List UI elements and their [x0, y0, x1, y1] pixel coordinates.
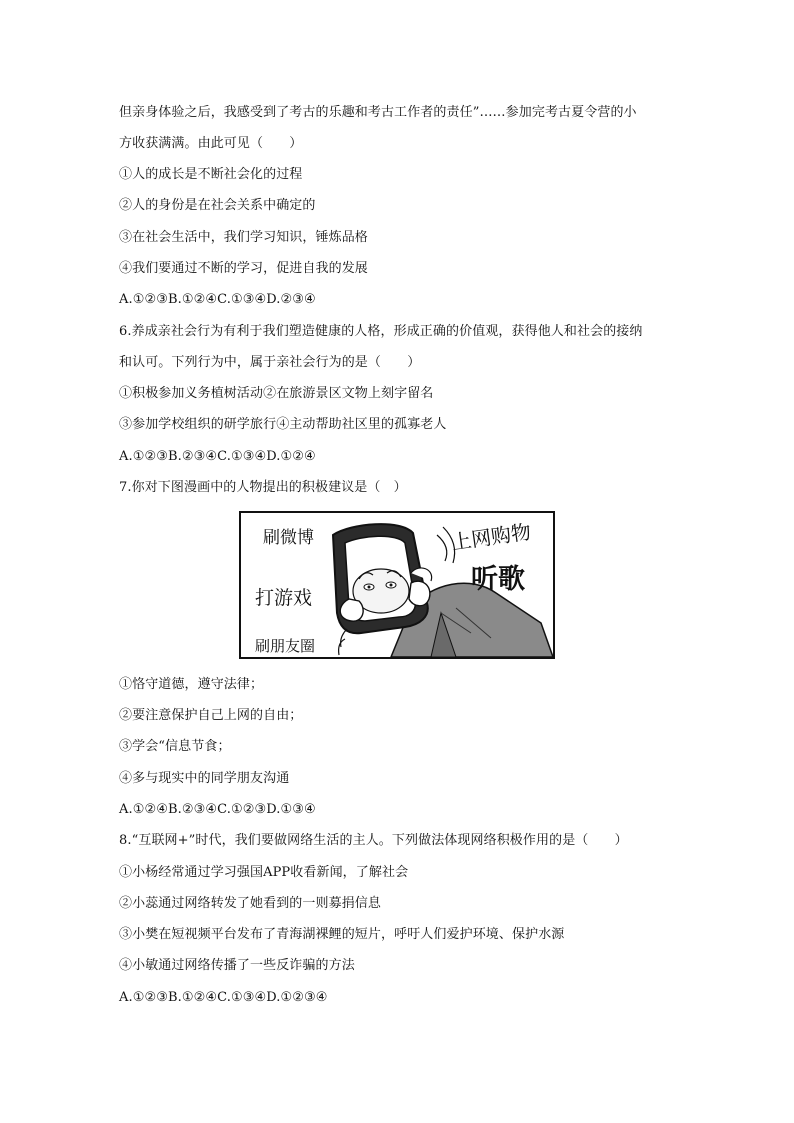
- option-line: ②人的身份是在社会关系中确定的: [119, 198, 316, 213]
- caption-shopping: 上网购物: [449, 519, 533, 555]
- question-6-stem: 和认可。下列行为中，属于亲社会行为的是（ ）: [119, 355, 421, 370]
- question-6-stem: 6.养成亲社会行为有利于我们塑造健康的人格，形成正确的价值观，获得他人和社会的接纳: [119, 324, 643, 339]
- option-line: ③学会“信息节食；: [119, 739, 231, 754]
- answer-choices: A.①②③B.①②④C.①③④D.①②③④: [119, 990, 328, 1005]
- option-line: ④我们要通过不断的学习，促进自我的发展: [119, 261, 368, 276]
- caption-music: 听歌: [471, 564, 525, 595]
- option-line: ③参加学校组织的研学旅行④主动帮助社区里的孤寡老人: [119, 417, 447, 432]
- option-line: ①积极参加义务植树活动②在旅游景区文物上刻字留名: [119, 386, 434, 401]
- option-line: ②小蕊通过网络转发了她看到的一则募捐信息: [119, 896, 382, 911]
- answer-choices: A.①②④B.②③④C.①②③D.①③④: [119, 802, 316, 817]
- question-7-stem: 7.你对下图漫画中的人物提出的积极建议是（ ）: [119, 480, 407, 495]
- option-line: ④小敏通过网络传播了一些反诈骗的方法: [119, 958, 355, 973]
- answer-choices: A.①②③B.①②④C.①③④D.②③④: [119, 292, 316, 307]
- phone-addiction-cartoon: [239, 511, 555, 659]
- option-line: ①人的成长是不断社会化的过程: [119, 167, 303, 182]
- answer-choices: A.①②③B.②③④C.①③④D.①②④: [119, 449, 316, 464]
- option-line: ③小樊在短视频平台发布了青海湖裸鲤的短片，呼吁人们爱护环境、保护水源: [119, 927, 565, 942]
- text-line: 但亲身体验之后，我感受到了考古的乐趣和考古工作者的责任”……参加完考古夏令营的小: [119, 105, 637, 120]
- caption-games: 打游戏: [255, 587, 313, 609]
- option-line: ①恪守道德，遵守法律；: [119, 677, 264, 692]
- caption-weibo: 刷微博: [263, 528, 314, 548]
- option-line: ②要注意保护自己上网的自由；: [119, 708, 303, 723]
- question-8-stem: 8.“互联网+”时代，我们要做网络生活的主人。下列做法体现网络积极作用的是（ ）: [119, 833, 628, 848]
- caption-moments: 刷朋友圈: [255, 637, 316, 655]
- option-line: ③在社会生活中，我们学习知识，锤炼品格: [119, 230, 368, 245]
- text-line: 方收获满满。由此可见（ ）: [119, 136, 303, 151]
- option-line: ④多与现实中的同学朋友沟通: [119, 771, 290, 786]
- option-line: ①小杨经常通过学习强国APP收看新闻，了解社会: [119, 865, 409, 880]
